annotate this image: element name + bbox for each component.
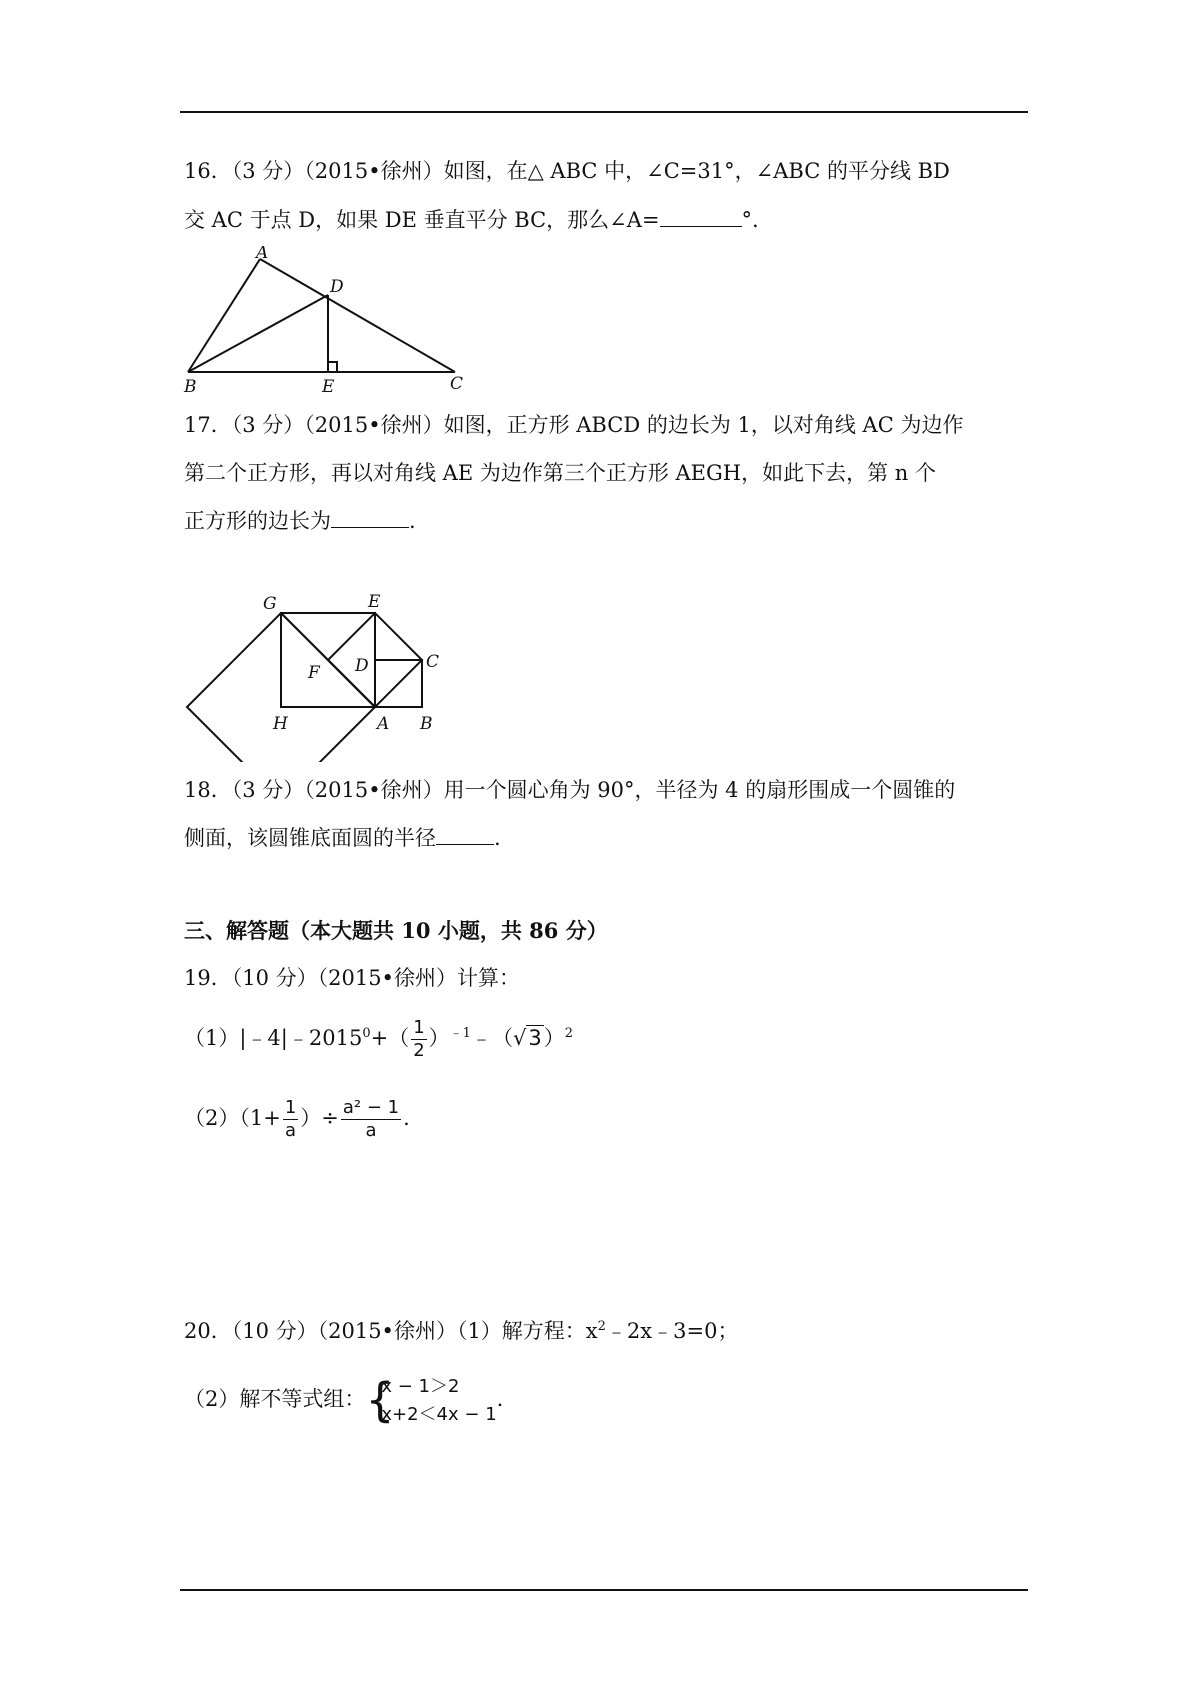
label-h: H (273, 714, 288, 734)
q19-p1-plus: +（ (370, 1026, 410, 1050)
q20-p2-end: . (496, 1387, 504, 1411)
sqrt-three (513, 1010, 544, 1066)
q17-line3-end: . (409, 509, 416, 533)
segment-ab (188, 259, 260, 372)
q19-p1-minus: ﹣（ (470, 1026, 513, 1050)
inequality-1: x − 1＞2 (381, 1375, 460, 1397)
sqrt-icon: √ (512, 1026, 527, 1050)
left-brace-icon: { (365, 1372, 395, 1427)
q20-part2 (184, 1366, 503, 1432)
label-a2: A (377, 714, 390, 734)
figure-triangle-abc (180, 246, 480, 396)
q19-p1-exp2: 2 (564, 1026, 573, 1041)
answer-blank-17 (331, 505, 409, 528)
q19-p1-close: ） (428, 1026, 450, 1050)
bottom-rule (180, 1589, 1028, 1591)
q18-line2-end: . (494, 826, 501, 850)
q19-intro: 19．（10 分）（2015•徐州）计算： (184, 966, 520, 990)
q18-line2 (184, 822, 501, 853)
q19-p1-exp-neg1: ﹣1 (449, 1026, 471, 1041)
right-angle-mark (328, 362, 337, 372)
label-c: C (450, 374, 464, 394)
frac-denominator: a (365, 1120, 377, 1141)
section3-heading: 三、解答题（本大题共 10 小题，共 86 分） (184, 918, 608, 943)
q17-line1: 17．（3 分）（2015•徐州）如图，正方形 ABCD 的边长为 1，以对角线 AC 为边作 (184, 413, 964, 437)
fraction-one-half (411, 1017, 426, 1062)
inequality-system (365, 1373, 496, 1429)
q16-line1: 16．（3 分）（2015•徐州）如图，在△ ABC 中，∠C=31°，∠ABC 的平分线 BD (184, 159, 950, 183)
q19-part2 (184, 1090, 410, 1146)
q17-line3 (184, 505, 416, 536)
q19-p1-prefix: （1）|﹣4|﹣2015 (184, 1026, 363, 1050)
fraction-one-over-a (283, 1097, 298, 1142)
label-b2: B (420, 714, 433, 734)
fraction-a2-minus-1-over-a (341, 1097, 401, 1142)
answer-blank-18 (436, 822, 494, 845)
label-b: B (184, 377, 197, 396)
q16-line2 (184, 204, 759, 235)
q18-line1: 18．（3 分）（2015•徐州）用一个圆心角为 90°，半径为 4 的扇形围成一个圆锥的 (184, 778, 956, 802)
label-e: E (322, 377, 335, 396)
q18-line2-text: 侧面，该圆锥底面圆的半径 (184, 826, 436, 850)
sqrt-radicand: 3 (528, 1026, 542, 1050)
q16-line2-text: 交 AC 于点 D，如果 DE 垂直平分 BC，那么∠A= (184, 208, 660, 232)
q17-line2: 第二个正方形，再以对角线 AE 为边作第三个正方形 AEGH，如此下去，第 n 个 (184, 461, 936, 485)
q20-line1 (184, 1316, 738, 1346)
q20-p2-prefix: （2）解不等式组： (184, 1387, 366, 1411)
q19-part1 (184, 1010, 573, 1066)
figure-nested-squares (175, 547, 465, 762)
q19-p1-exp0: 0 (362, 1026, 371, 1041)
q19-p2-close: ）÷ (300, 1106, 339, 1130)
frac-numerator: a² − 1 (342, 1097, 400, 1118)
label-f: F (308, 663, 320, 683)
q20-line1-end: ﹣2x﹣3=0； (605, 1319, 739, 1343)
q16-line2-end: °. (741, 208, 759, 232)
q19-p2-prefix: （2）（1+ (184, 1106, 281, 1130)
label-g: G (263, 594, 277, 614)
frac-denominator: 2 (413, 1040, 425, 1061)
inequality-2: x+2＜4x − 1 (381, 1403, 497, 1425)
label-d2: D (355, 656, 369, 676)
q20-exp: 2 (597, 1319, 606, 1334)
label-a: A (256, 246, 269, 263)
top-rule (180, 111, 1028, 113)
frac-numerator: 1 (413, 1017, 425, 1038)
q19-p1-close2: ） (543, 1026, 565, 1050)
label-e2: E (368, 592, 381, 612)
frac-denominator: a (285, 1120, 297, 1141)
q19-p2-end: . (403, 1106, 410, 1130)
label-d: D (330, 277, 344, 297)
q17-line3-text: 正方形的边长为 (184, 509, 331, 533)
label-c2: C (426, 652, 440, 672)
frac-numerator: 1 (284, 1097, 297, 1118)
answer-blank-16 (660, 204, 742, 227)
segment-bd (188, 295, 328, 372)
q20-line1-text: 20．（10 分）（2015•徐州）（1）解方程：x (184, 1319, 598, 1343)
